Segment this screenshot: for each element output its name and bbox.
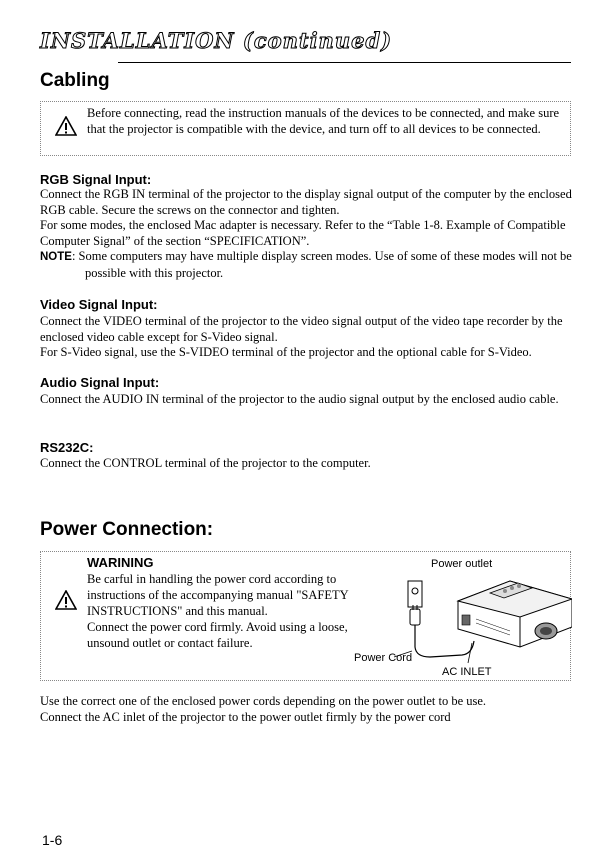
rs232c-title: RS232C:: [40, 440, 94, 455]
page-header-title: INSTALLATION (continued): [40, 28, 393, 53]
power-footer-line-2: Connect the AC inlet of the projector to the power outlet firmly by the power cord: [40, 709, 451, 724]
video-line-1: Connect the VIDEO terminal of the projector to the video signal output of the video tape recorder by the enclosed video cable except for S-Video signal.: [40, 314, 563, 344]
header-rule: [118, 62, 571, 63]
rs232c-line-1: Connect the CONTROL terminal of the projector to the computer.: [40, 456, 371, 470]
rs232c-paragraph: [40, 456, 575, 472]
audio-title: Audio Signal Input:: [40, 375, 160, 390]
power-outlet-label: Power outlet: [431, 558, 493, 570]
note-label: NOTE: [40, 251, 72, 263]
power-diagram: [350, 555, 572, 681]
rgb-line-1: Connect the RGB IN terminal of the projector to the display signal output of the computer by the enclosed RGB cable. Secure the screws on the connector and tighten.: [40, 187, 572, 217]
rgb-title: RGB Signal Input:: [40, 172, 152, 187]
video-line-2: For S-Video signal, use the S-VIDEO terminal of the projector and the optional cable for S-Video.: [40, 345, 532, 359]
rgb-note: [40, 249, 575, 281]
plug-icon: [410, 609, 420, 625]
video-title: Video Signal Input:: [40, 297, 158, 312]
rgb-paragraph: [40, 187, 575, 281]
page-number: 1-6: [42, 832, 63, 848]
warning-text-2: Connect the power cord firmly. Avoid using a loose, unsound outlet or contact failure.: [87, 620, 348, 650]
note-text: : Some computers may have multiple display screen modes. Use of some of these modes will not be possible with this projector.: [71, 249, 572, 280]
warning-title: WARINING: [87, 555, 154, 570]
warning-icon: [55, 116, 77, 136]
caution-box: [40, 101, 571, 156]
power-footer-paragraph: [40, 694, 575, 725]
ac-inlet-port: [462, 615, 470, 625]
warning-icon: [55, 590, 77, 610]
caution-text: Before connecting, read the instruction manuals of the devices to be connected, and make sure that the projector is compatible with the device, and turn off to all devices to be connected.: [87, 106, 560, 136]
power-title: Power Connection:: [40, 519, 214, 540]
audio-paragraph: [40, 392, 575, 408]
rgb-line-2: For some modes, the enclosed Mac adapter is necessary. Refer to the “Table 1-8. Example of Compatible Computer Signal” of the section “SPECIFICATION”.: [40, 218, 566, 248]
projector-illustration: [350, 555, 572, 681]
audio-line-1: Connect the AUDIO IN terminal of the projector to the audio signal output by the enclosed audio cable.: [40, 392, 559, 406]
power-cord-label: Power Cord: [354, 652, 413, 664]
video-paragraph: [40, 314, 575, 361]
ac-inlet-label: AC INLET: [442, 666, 492, 678]
cabling-title: Cabling: [40, 70, 110, 91]
warning-text-1: Be carful in handling the power cord according to instructions of the accompanying manual "SAFETY INSTRUCTIONS" and this manual.: [87, 572, 349, 618]
power-footer-line-1: Use the correct one of the enclosed power cords depending on the power outlet to be use.: [40, 694, 487, 708]
